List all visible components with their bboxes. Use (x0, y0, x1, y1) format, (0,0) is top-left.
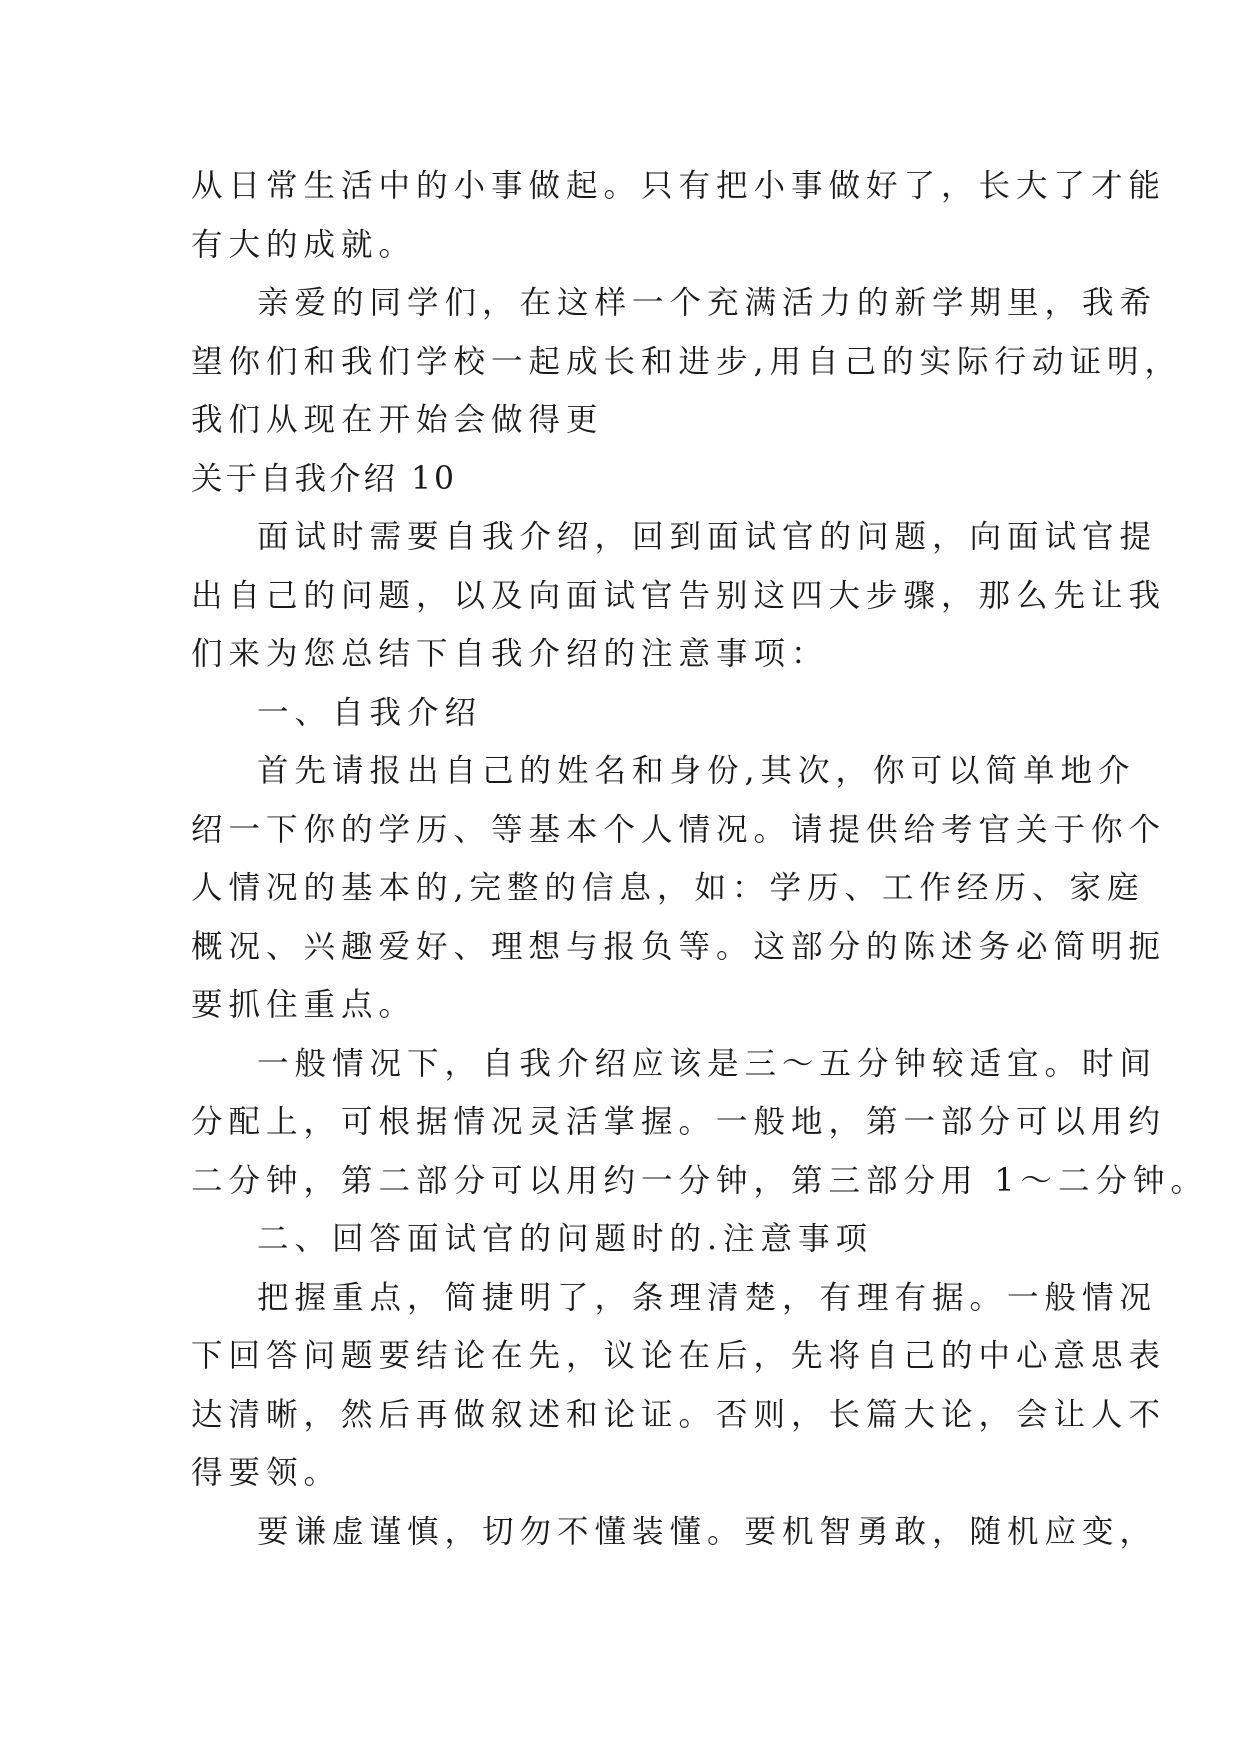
paragraph (191, 1503, 1158, 1562)
paragraph (191, 1035, 1209, 1211)
text-line: 亲爱的同学们，在这样一个充满活力的新学期里，我希 (257, 285, 1158, 321)
text-line: 面试时需要自我介绍，回到面试官的问题，向面试官提 (257, 519, 1158, 555)
text-line: 把握重点，简捷明了，条理清楚，有理有据。一般情况 (257, 1279, 1158, 1316)
text-line: 二分钟，第二部分可以用约一分钟，第三部分用 1～二分钟。 (191, 1162, 1209, 1199)
subsection-title: 二、回答面试官的问题时的.注意事项 (257, 1221, 874, 1257)
text-line: 出自己的问题，以及向面试官告别这四大步骤，那么先让我 (191, 577, 1167, 614)
text-line: 有大的成就。 (191, 226, 417, 263)
text-line: 绍一下你的学历、等基本个人情况。请提供给考官关于你个 (191, 811, 1167, 848)
text-line: 达清晰，然后再做叙述和论证。否则，长篇大论，会让人不 (191, 1396, 1167, 1433)
document-body (191, 157, 1209, 1561)
text-line: 一般情况下，自我介绍应该是三～五分钟较适宜。时间 (257, 1045, 1158, 1082)
text-line: 要抓住重点。 (191, 987, 417, 1023)
text-line: 们来为您总结下自我介绍的注意事项： (191, 636, 829, 672)
paragraph (191, 274, 1183, 450)
text-line: 下回答问题要结论在先，议论在后，先将自己的中心意思表 (191, 1338, 1167, 1374)
text-line: 要谦虚谨慎，切勿不懂装懂。要机智勇敢，随机应变， (257, 1513, 1158, 1550)
text-line: 从日常生活中的小事做起。只有把小事做好了，长大了才能 (191, 168, 1167, 204)
text-line: 概况、兴趣爱好、理想与报负等。这部分的陈述务必简明扼 (191, 928, 1167, 965)
paragraph (191, 1269, 1167, 1503)
text-line: 我们从现在开始会做得更 (191, 402, 604, 438)
text-line: 望你们和我们学校一起成长和进步,用自己的实际行动证明， (191, 343, 1183, 380)
text-line: 得要领。 (191, 1455, 342, 1491)
text-line: 分配上，可根据情况灵活掌握。一般地，第一部分可以用约 (191, 1104, 1167, 1140)
text-line: 首先请报出自己的姓名和身份,其次，你可以简单地介 (257, 753, 1136, 789)
paragraph (191, 157, 1167, 274)
section-heading: 关于自我介绍 10 (191, 460, 458, 497)
text-line: 人情况的基本的,完整的信息，如：学历、工作经历、家庭 (191, 870, 1145, 906)
subsection-title: 一、自我介绍 (257, 694, 483, 731)
paragraph (191, 742, 1167, 1035)
paragraph (191, 508, 1167, 684)
